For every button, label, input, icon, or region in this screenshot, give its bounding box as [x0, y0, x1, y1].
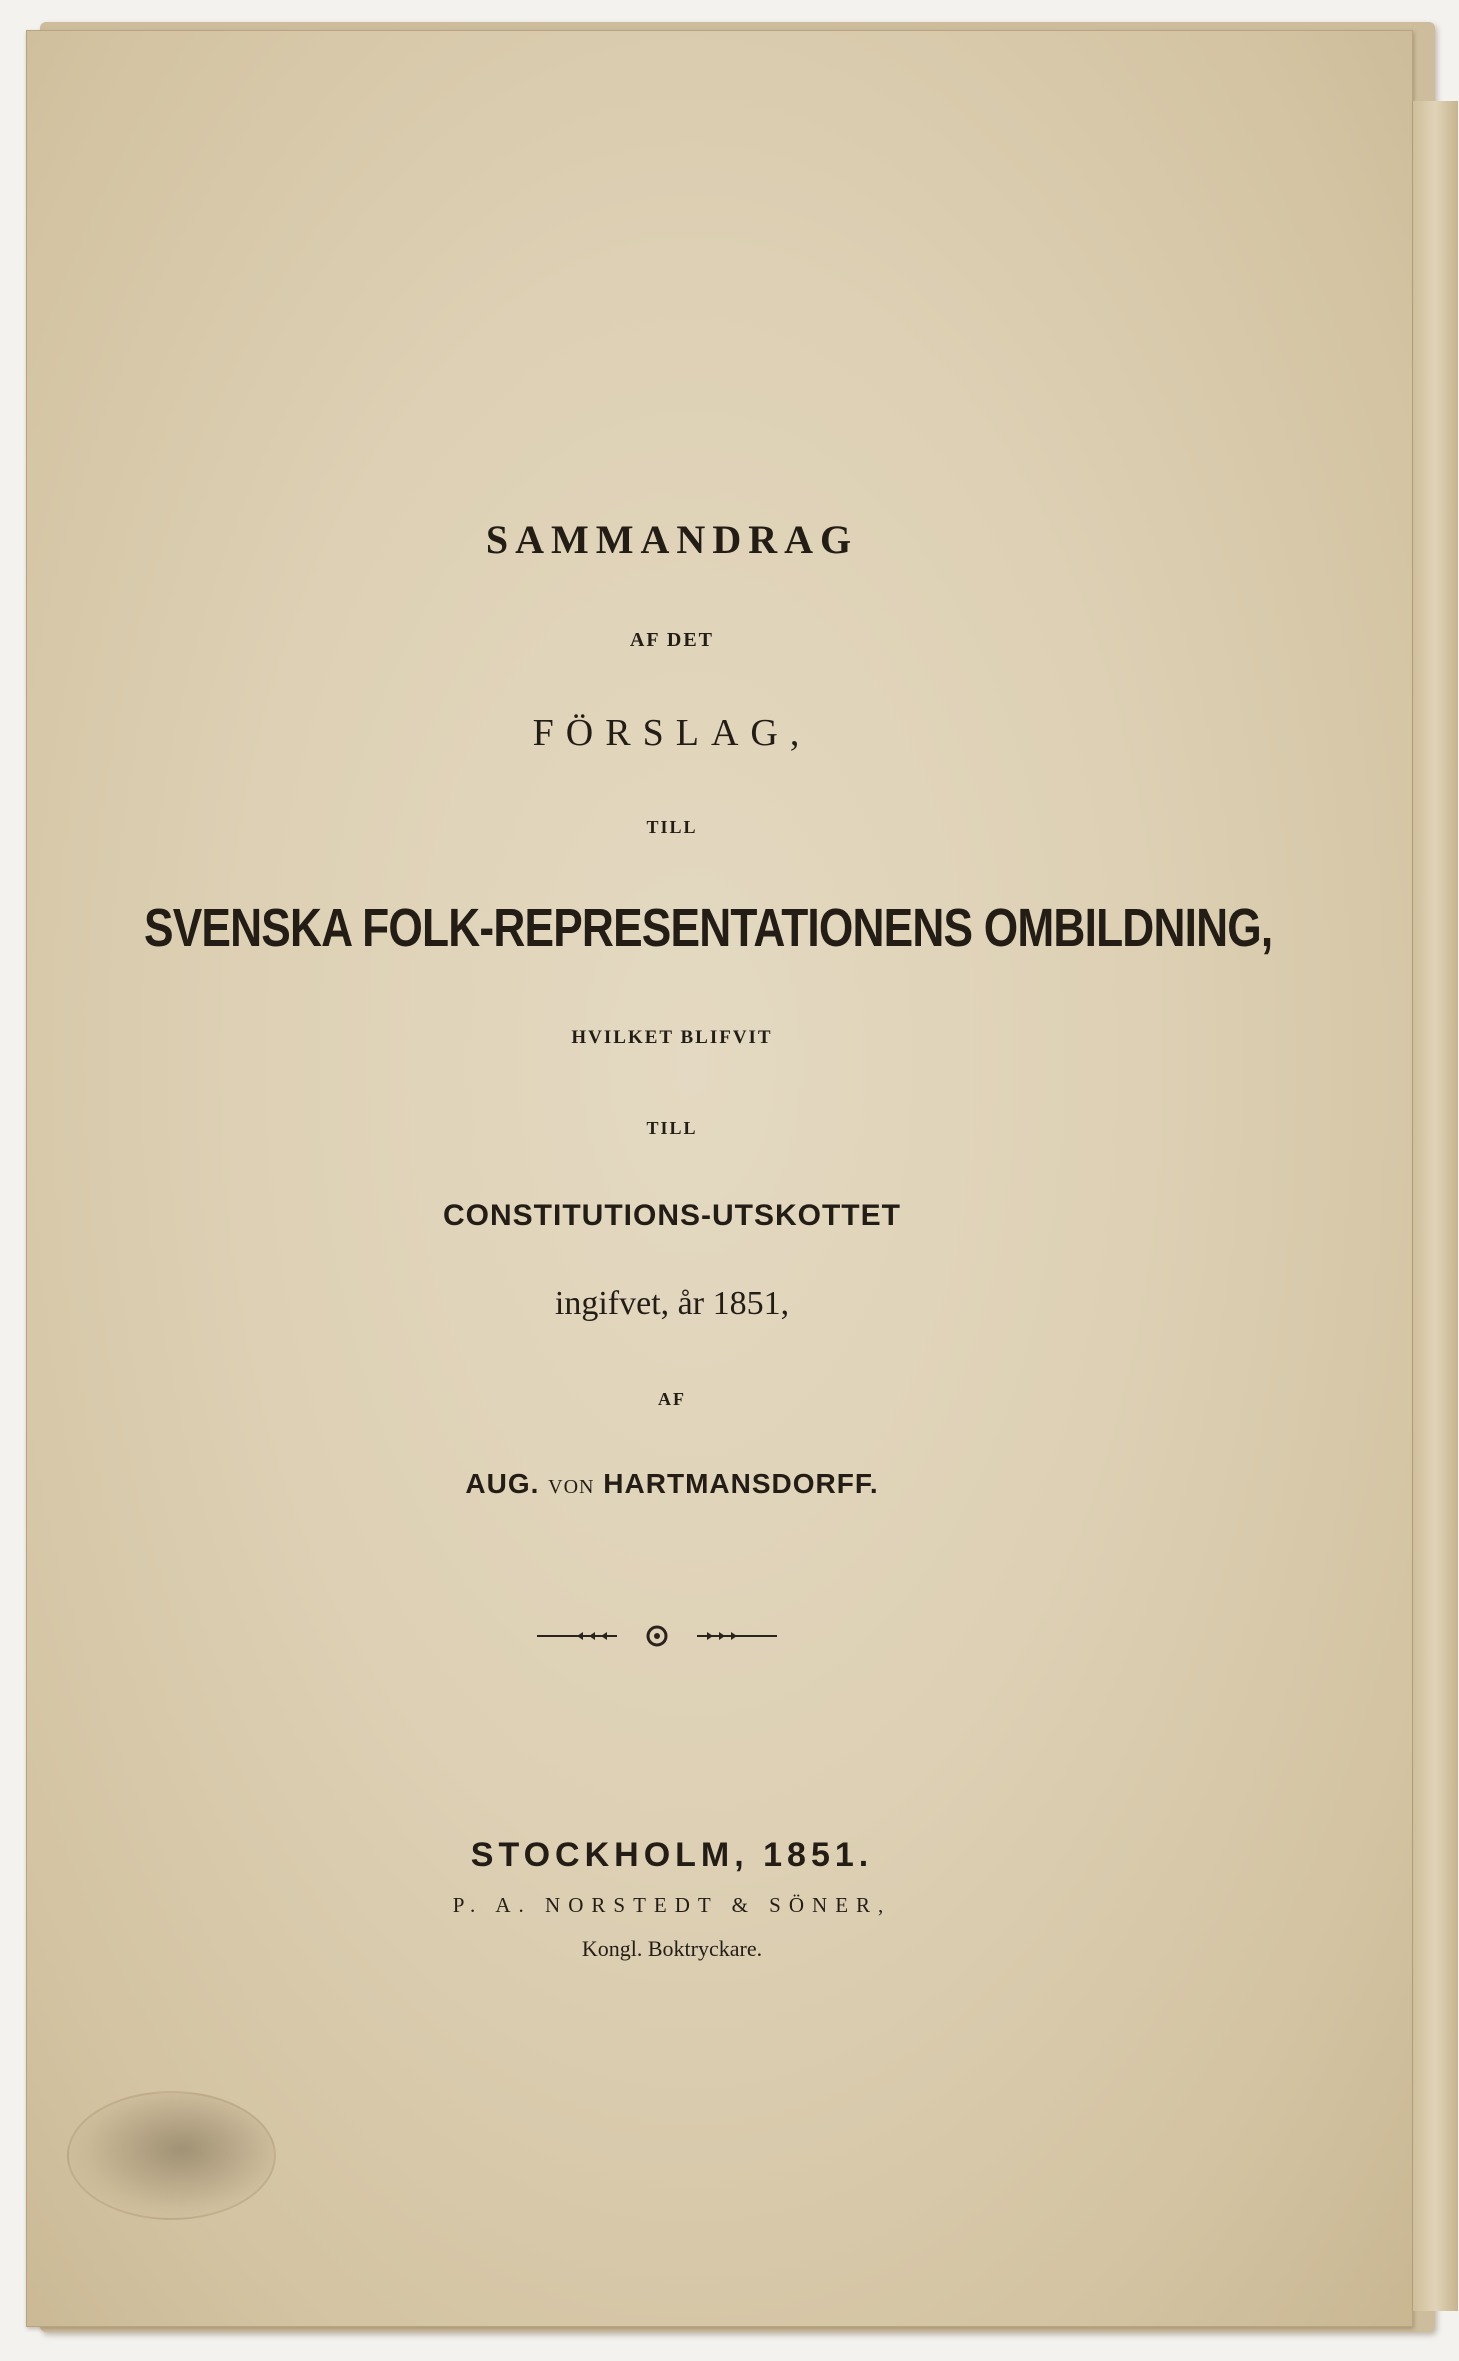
- af-det-line: AF DET: [629, 629, 715, 651]
- title-forslag: FÖRSLAG,: [532, 712, 812, 754]
- author-line: [27, 1468, 1317, 1500]
- submission-line: ingifvet, år 1851,: [554, 1285, 790, 1322]
- page-edge: [1412, 101, 1458, 2311]
- title-page: [26, 30, 1413, 2327]
- till-line-2: TILL: [646, 1118, 698, 1138]
- imprint-place-year: STOCKHOLM, 1851.: [470, 1836, 874, 1874]
- author-von: VON: [548, 1476, 595, 1498]
- author-last-name: HARTMANSDORFF.: [603, 1468, 879, 1499]
- till-line-1: TILL: [646, 817, 698, 837]
- af-line: AF: [658, 1389, 686, 1409]
- title-sammandrag: SAMMANDRAG: [485, 517, 859, 562]
- author-first-name: AUG.: [465, 1468, 540, 1499]
- imprint-printer: P. A. NORSTEDT & SÖNER,: [452, 1893, 892, 1917]
- imprint-printer-title: Kongl. Boktryckare.: [581, 1936, 763, 1961]
- water-stain: [67, 2091, 276, 2220]
- main-title: SVENSKA FOLK-REPRESENTATIONENS OMBILDNING,: [144, 898, 1273, 958]
- hvilket-blifvit-line: HVILKET BLIFVIT: [571, 1027, 773, 1048]
- committee-name: CONSTITUTIONS-UTSKOTTET: [443, 1199, 901, 1232]
- decorative-rule-ornament-icon: [537, 1621, 777, 1651]
